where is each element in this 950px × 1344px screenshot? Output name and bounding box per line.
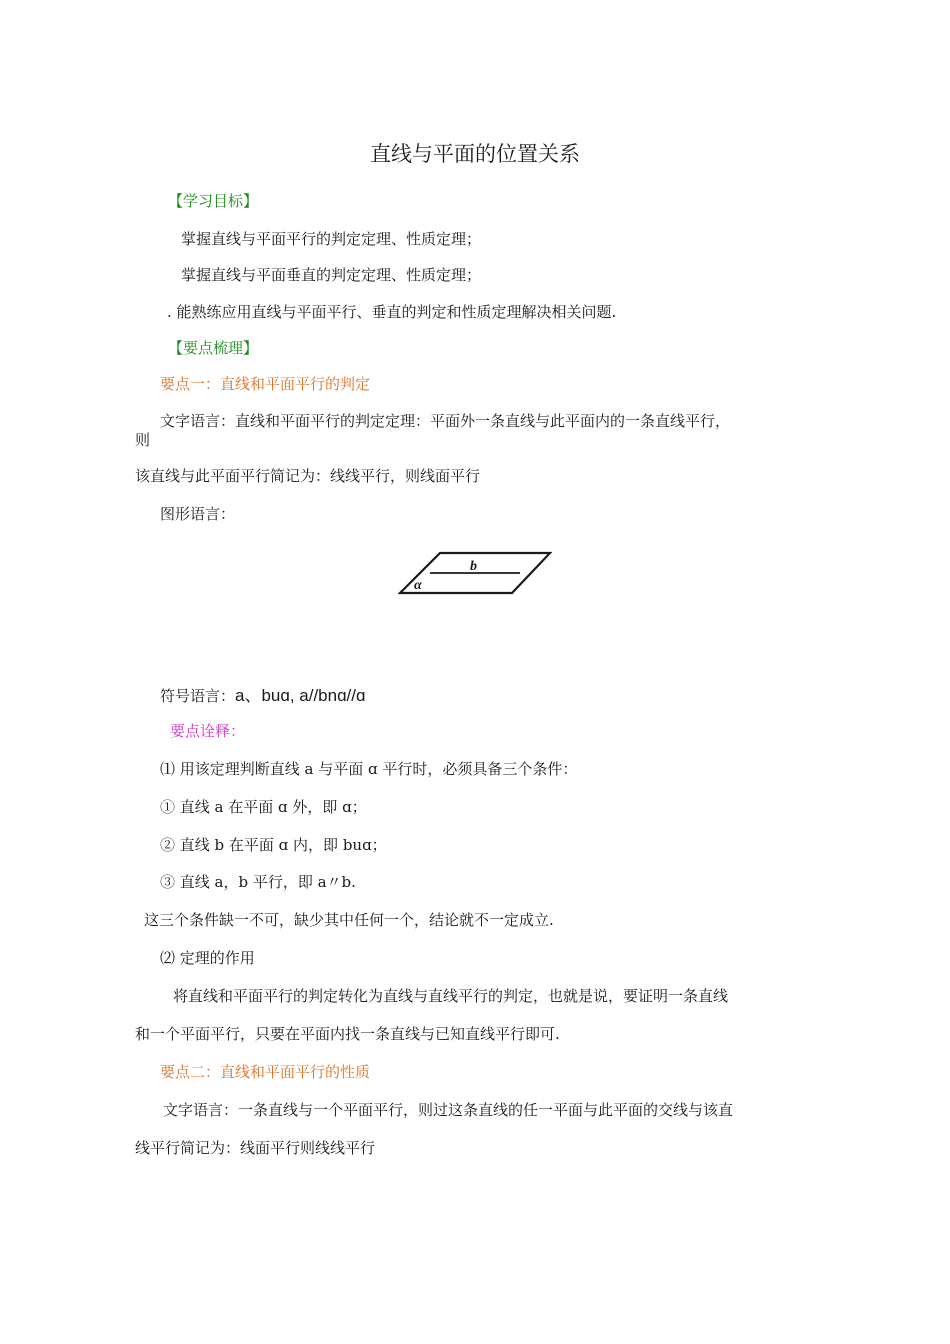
point1-text-line-1: 文字语言：直线和平面平行的判定定理：平面外一条直线与此平面内的一条直线平行， — [160, 412, 731, 430]
note-1: ⑴ 用该定理判断直线 a 与平面 ɑ 平行时，必须具备三个条件： — [160, 760, 578, 778]
page-title: 直线与平面的位置关系 — [370, 142, 580, 166]
point2-text-line-1: 文字语言：一条直线与一个平面平行，则过这条直线的任一平面与此平面的交线与该直 — [163, 1101, 734, 1119]
note-2-line-1: 将直线和平面平行的判定转化为直线与直线平行的判定，也就是说，要证明一条直线 — [173, 987, 729, 1005]
symbol-expression: a、buɑ, a//bnɑ//ɑ — [235, 686, 366, 705]
point1-text-line-2: 则 — [135, 431, 151, 449]
objective-item-1: 掌握直线与平面平行的判定定理、性质定理； — [181, 230, 482, 248]
point1-text-line-3: 该直线与此平面平行简记为：线线平行，则线面平行 — [135, 467, 481, 485]
objective-item-2: 掌握直线与平面垂直的判定定理、性质定理； — [181, 266, 482, 284]
figure-label: 图形语言： — [160, 505, 236, 523]
symbol-language — [160, 686, 365, 706]
plane-alpha-label: α — [414, 578, 422, 593]
symbol-label: 符号语言： — [160, 687, 236, 705]
plane-line-figure — [398, 549, 554, 597]
condition-1: ① 直线 a 在平面 ɑ 外，即 ɑ； — [160, 798, 367, 816]
condition-2: ② 直线 b 在平面 ɑ 内，即 buɑ； — [160, 836, 387, 854]
condition-3: ③ 直线 a，b 平行，即 a〃b. — [160, 873, 356, 891]
point2-heading: 要点二：直线和平面平行的性质 — [160, 1063, 371, 1081]
conclusion: 这三个条件缺一不可，缺少其中任何一个，结论就不一定成立. — [144, 911, 554, 929]
objectives-heading: 【学习目标】 — [168, 192, 259, 210]
point2-text-line-2: 线平行简记为：线面平行则线线平行 — [135, 1139, 376, 1157]
objective-item-3: . 能熟练应用直线与平面平行、垂直的判定和性质定理解决相关问题. — [167, 303, 617, 321]
note-2: ⑵ 定理的作用 — [160, 949, 255, 967]
notes-heading: 要点诠释： — [170, 722, 246, 740]
keypoints-heading: 【要点梳理】 — [168, 339, 259, 357]
point1-heading: 要点一：直线和平面平行的判定 — [160, 375, 371, 393]
note-2-line-2: 和一个平面平行，只要在平面内找一条直线与已知直线平行即可. — [135, 1025, 560, 1043]
line-b-label: b — [470, 559, 477, 574]
